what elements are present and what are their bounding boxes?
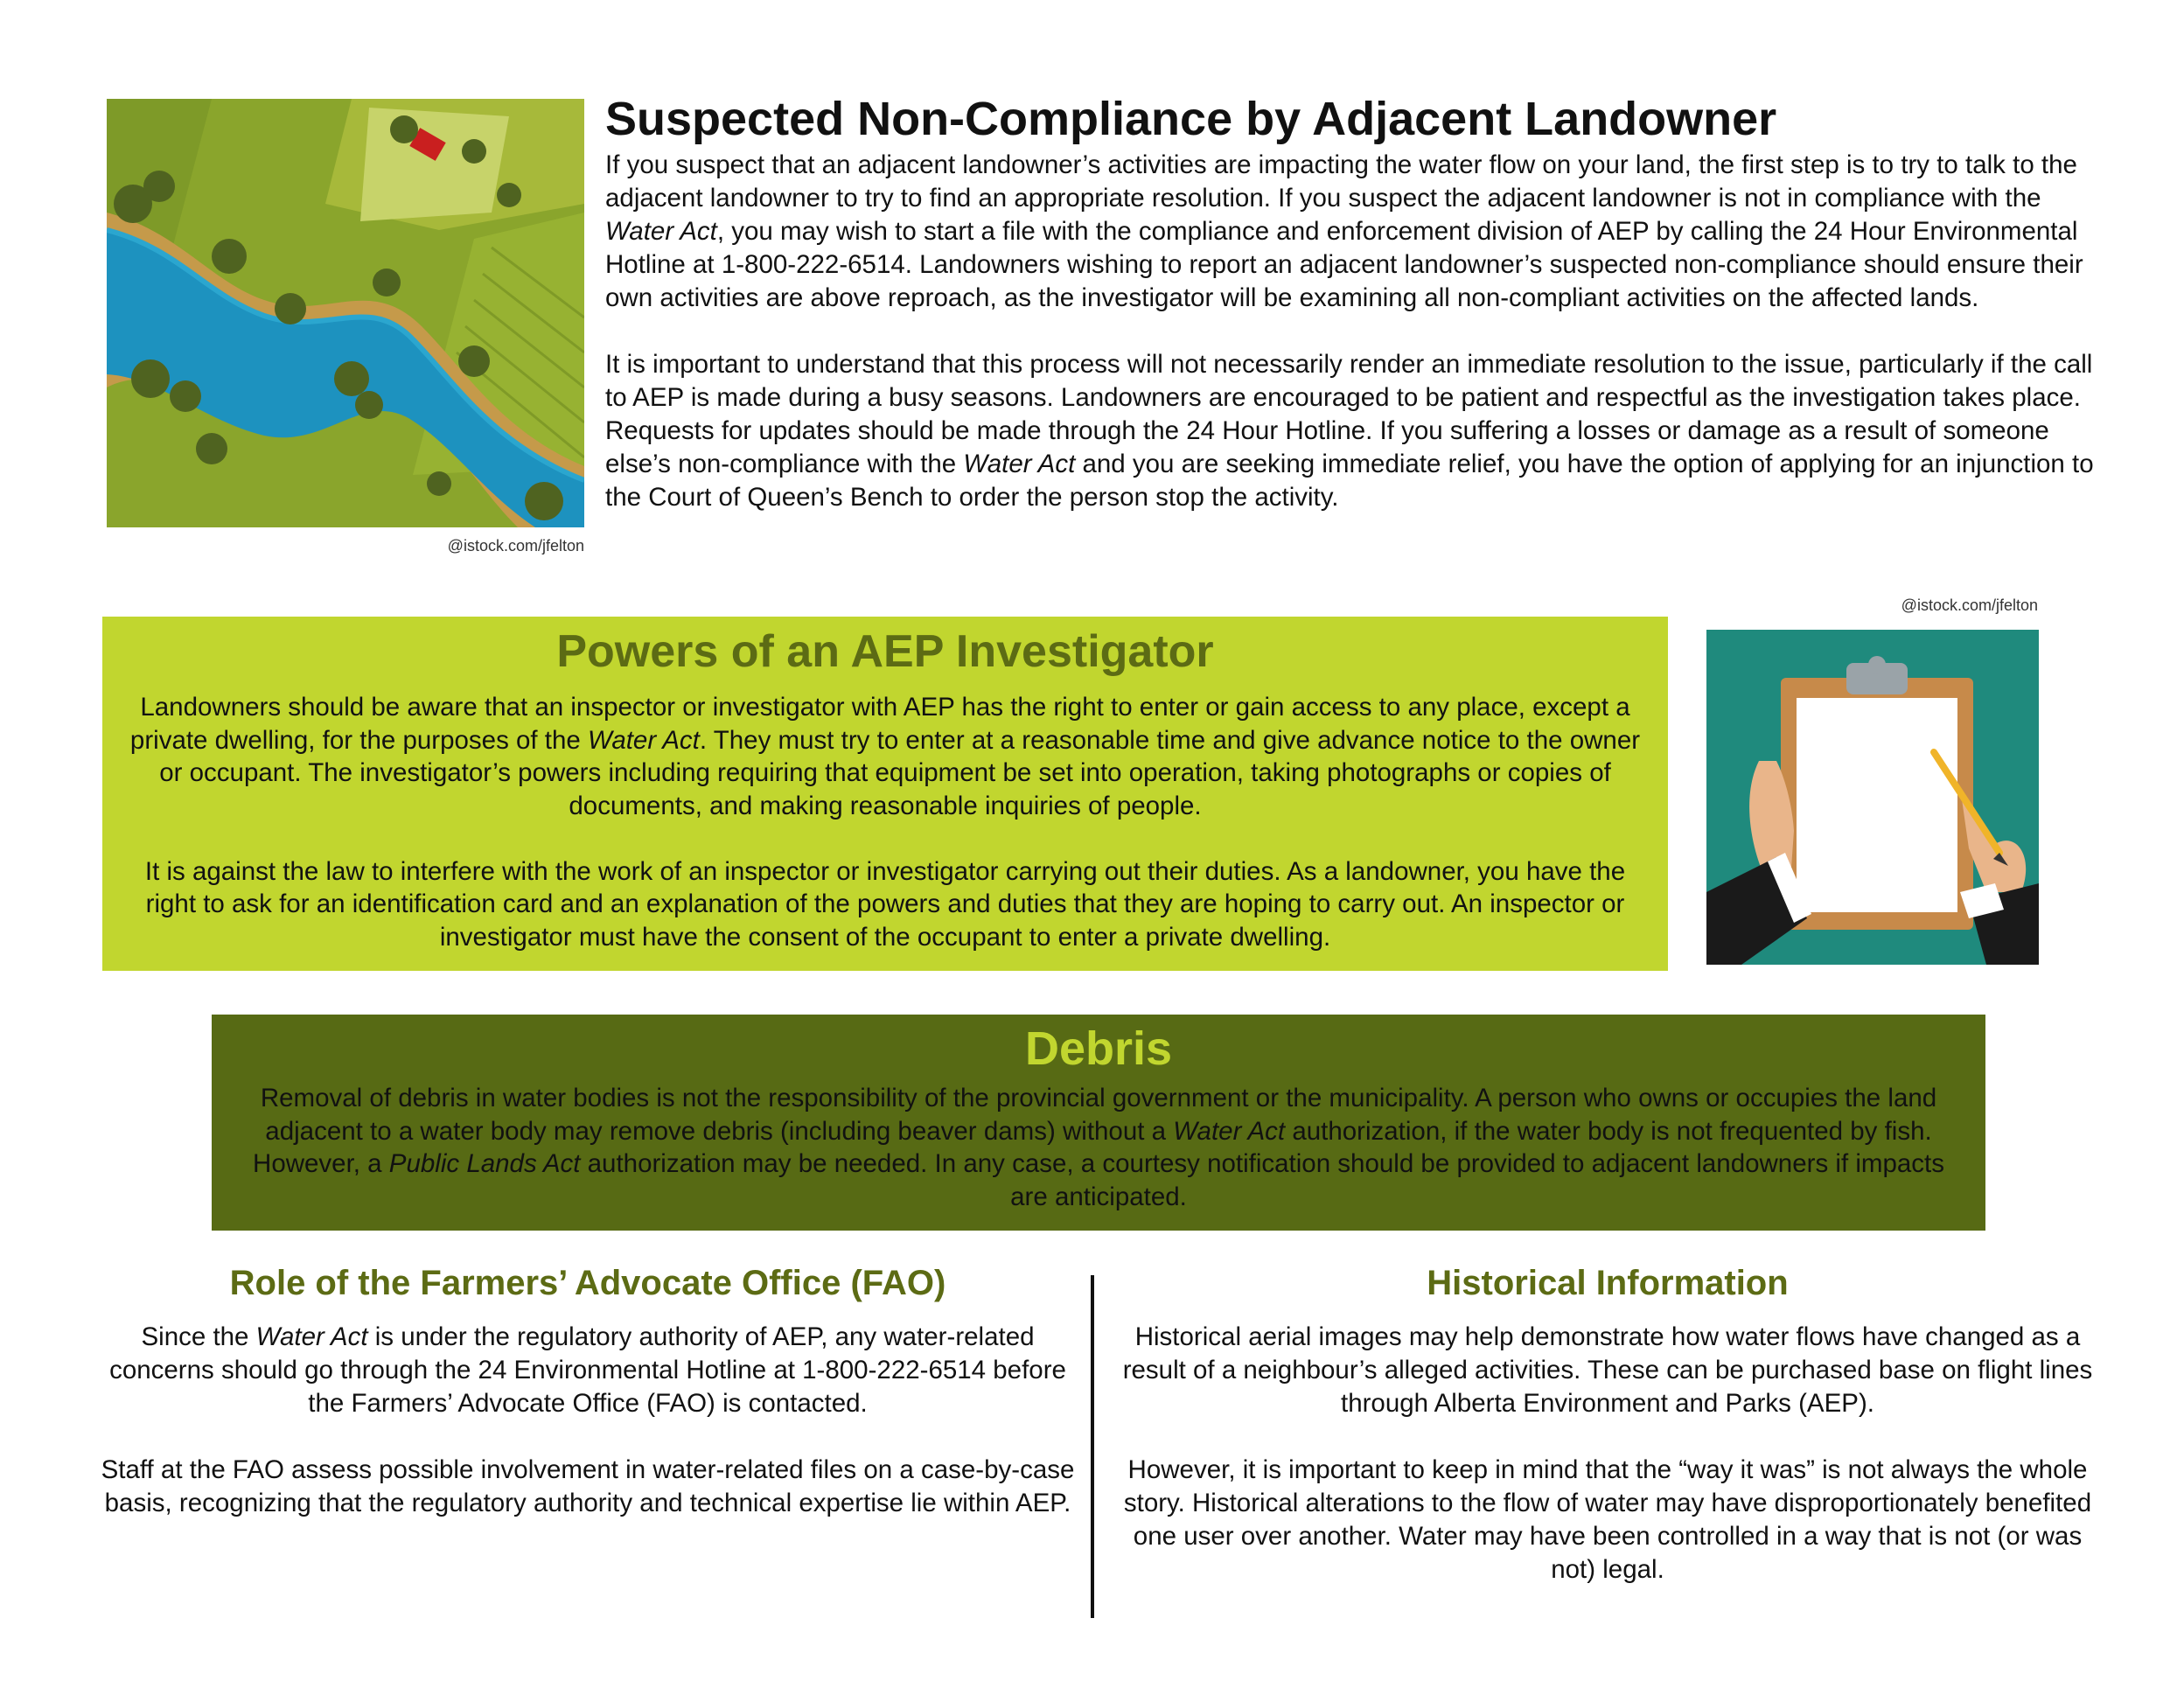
image-credit: @istock.com/jfelton bbox=[1901, 596, 2038, 614]
paragraph: If you suspect that an adjacent landowner’s activities are impacting the water flow on your land, the first step is to try to talk to the adjacent landowner to try to find an appropriate resolution. If you suspect the adjacent landowner is not in compliance with the Water Act, you may wish to start a file with the compliance and enforcement division of AEP by calling the 24 Hour Environmental Hotline at 1-800-222-6514. Landowners wishing to report an adjacent landowner’s suspected non-compliance should ensure their own activities are above reproach, as the investigator will be examining all non-compliant activities on the affected lands. bbox=[605, 150, 2083, 312]
powers-panel bbox=[102, 617, 1668, 971]
section-title: Powers of an AEP Investigator bbox=[556, 626, 1214, 677]
paragraph: It is important to understand that this process will not necessarily render an immediate resolution to the issue, particularly if the call to AEP is made during a busy seasons. Landowners are encouraged to be patient and respectful as the investigation takes place. Requests for updates should be made through the 24 Hour Hotline. If you suffering a losses or damage as a result of someone else’s non-compliance with the Water Act and you are seeking immediate relief, you have the option of applying for an injunction to the Court of Queen’s Bench to order the person stop the activity. bbox=[605, 350, 2094, 512]
paragraph: Staff at the FAO assess possible involvement in water-related files on a case-by-case basis, recognizing that the regulatory authority and technical expertise lie within AEP. bbox=[101, 1455, 1075, 1517]
image-credit: @istock.com/jfelton bbox=[447, 537, 584, 555]
section-body bbox=[120, 691, 1650, 953]
column-divider bbox=[1091, 1275, 1094, 1618]
paragraph: Historical aerial images may help demonstrate how water flows have changed as a result of a neighbour’s alleged activities. These can be purchased base on flight lines through Alberta Environment and Parks (AEP). bbox=[1122, 1322, 2093, 1418]
section-body bbox=[605, 149, 2110, 514]
section-body bbox=[1109, 1321, 2106, 1587]
section-body bbox=[238, 1082, 1959, 1213]
paragraph: Landowners should be aware that an inspector or investigator with AEP has the right to enter or gain access to any place, except a private dwelling, for the purposes of the Water Act. They must try to enter at a reasonable time and give advance notice to the owner or occupant. The investigator’s powers including requiring that equipment be set into operation, taking photographs or copies of documents, and making reasonable inquiries of people. bbox=[129, 693, 1641, 820]
debris-panel bbox=[212, 1015, 1985, 1231]
paragraph: However, it is important to keep in mind that the “way it was” is not always the whole story. Historical alterations to the flow of water may have disproportionately benefited one user over another. Water may have been controlled in a way that is not (or was not) legal. bbox=[1123, 1455, 2092, 1584]
paragraph: Removal of debris in water bodies is not the responsibility of the provincial government or the municipality. A person who owns or occupies the land adjacent to a water body may remove debris (including beaver dams) without a Water Act authorization, if the water body is not frequented by fish. However, a Public Lands Act authorization may be needed. In any case, a courtesy notification should be provided to adjacent landowners if impacts are anticipated. bbox=[253, 1084, 1944, 1211]
section-body bbox=[98, 1321, 1078, 1520]
section-title: Debris bbox=[1024, 1022, 1173, 1075]
aerial-river-illustration bbox=[107, 99, 584, 527]
clipboard-illustration bbox=[1706, 630, 2039, 965]
section-title: Role of the Farmers’ Advocate Office (FAO) bbox=[229, 1264, 946, 1302]
paragraph: Since the Water Act is under the regulatory authority of AEP, any water-related concerns should go through the 24 Environmental Hotline at 1-800-222-6514 before the Farmers’ Advocate Office (FAO) is contacted. bbox=[109, 1322, 1066, 1418]
paragraph: It is against the law to interfere with the work of an inspector or investigator carrying out their duties. As a landowner, you have the right to ask for an identification card and an explanation of the powers and duties that they are hoping to carry out. An inspector or investigator must have the consent of the occupant to enter a private dwelling. bbox=[144, 856, 1626, 952]
section-title: Suspected Non-Compliance by Adjacent Landowner bbox=[605, 93, 1777, 145]
section-title: Historical Information bbox=[1427, 1264, 1789, 1302]
